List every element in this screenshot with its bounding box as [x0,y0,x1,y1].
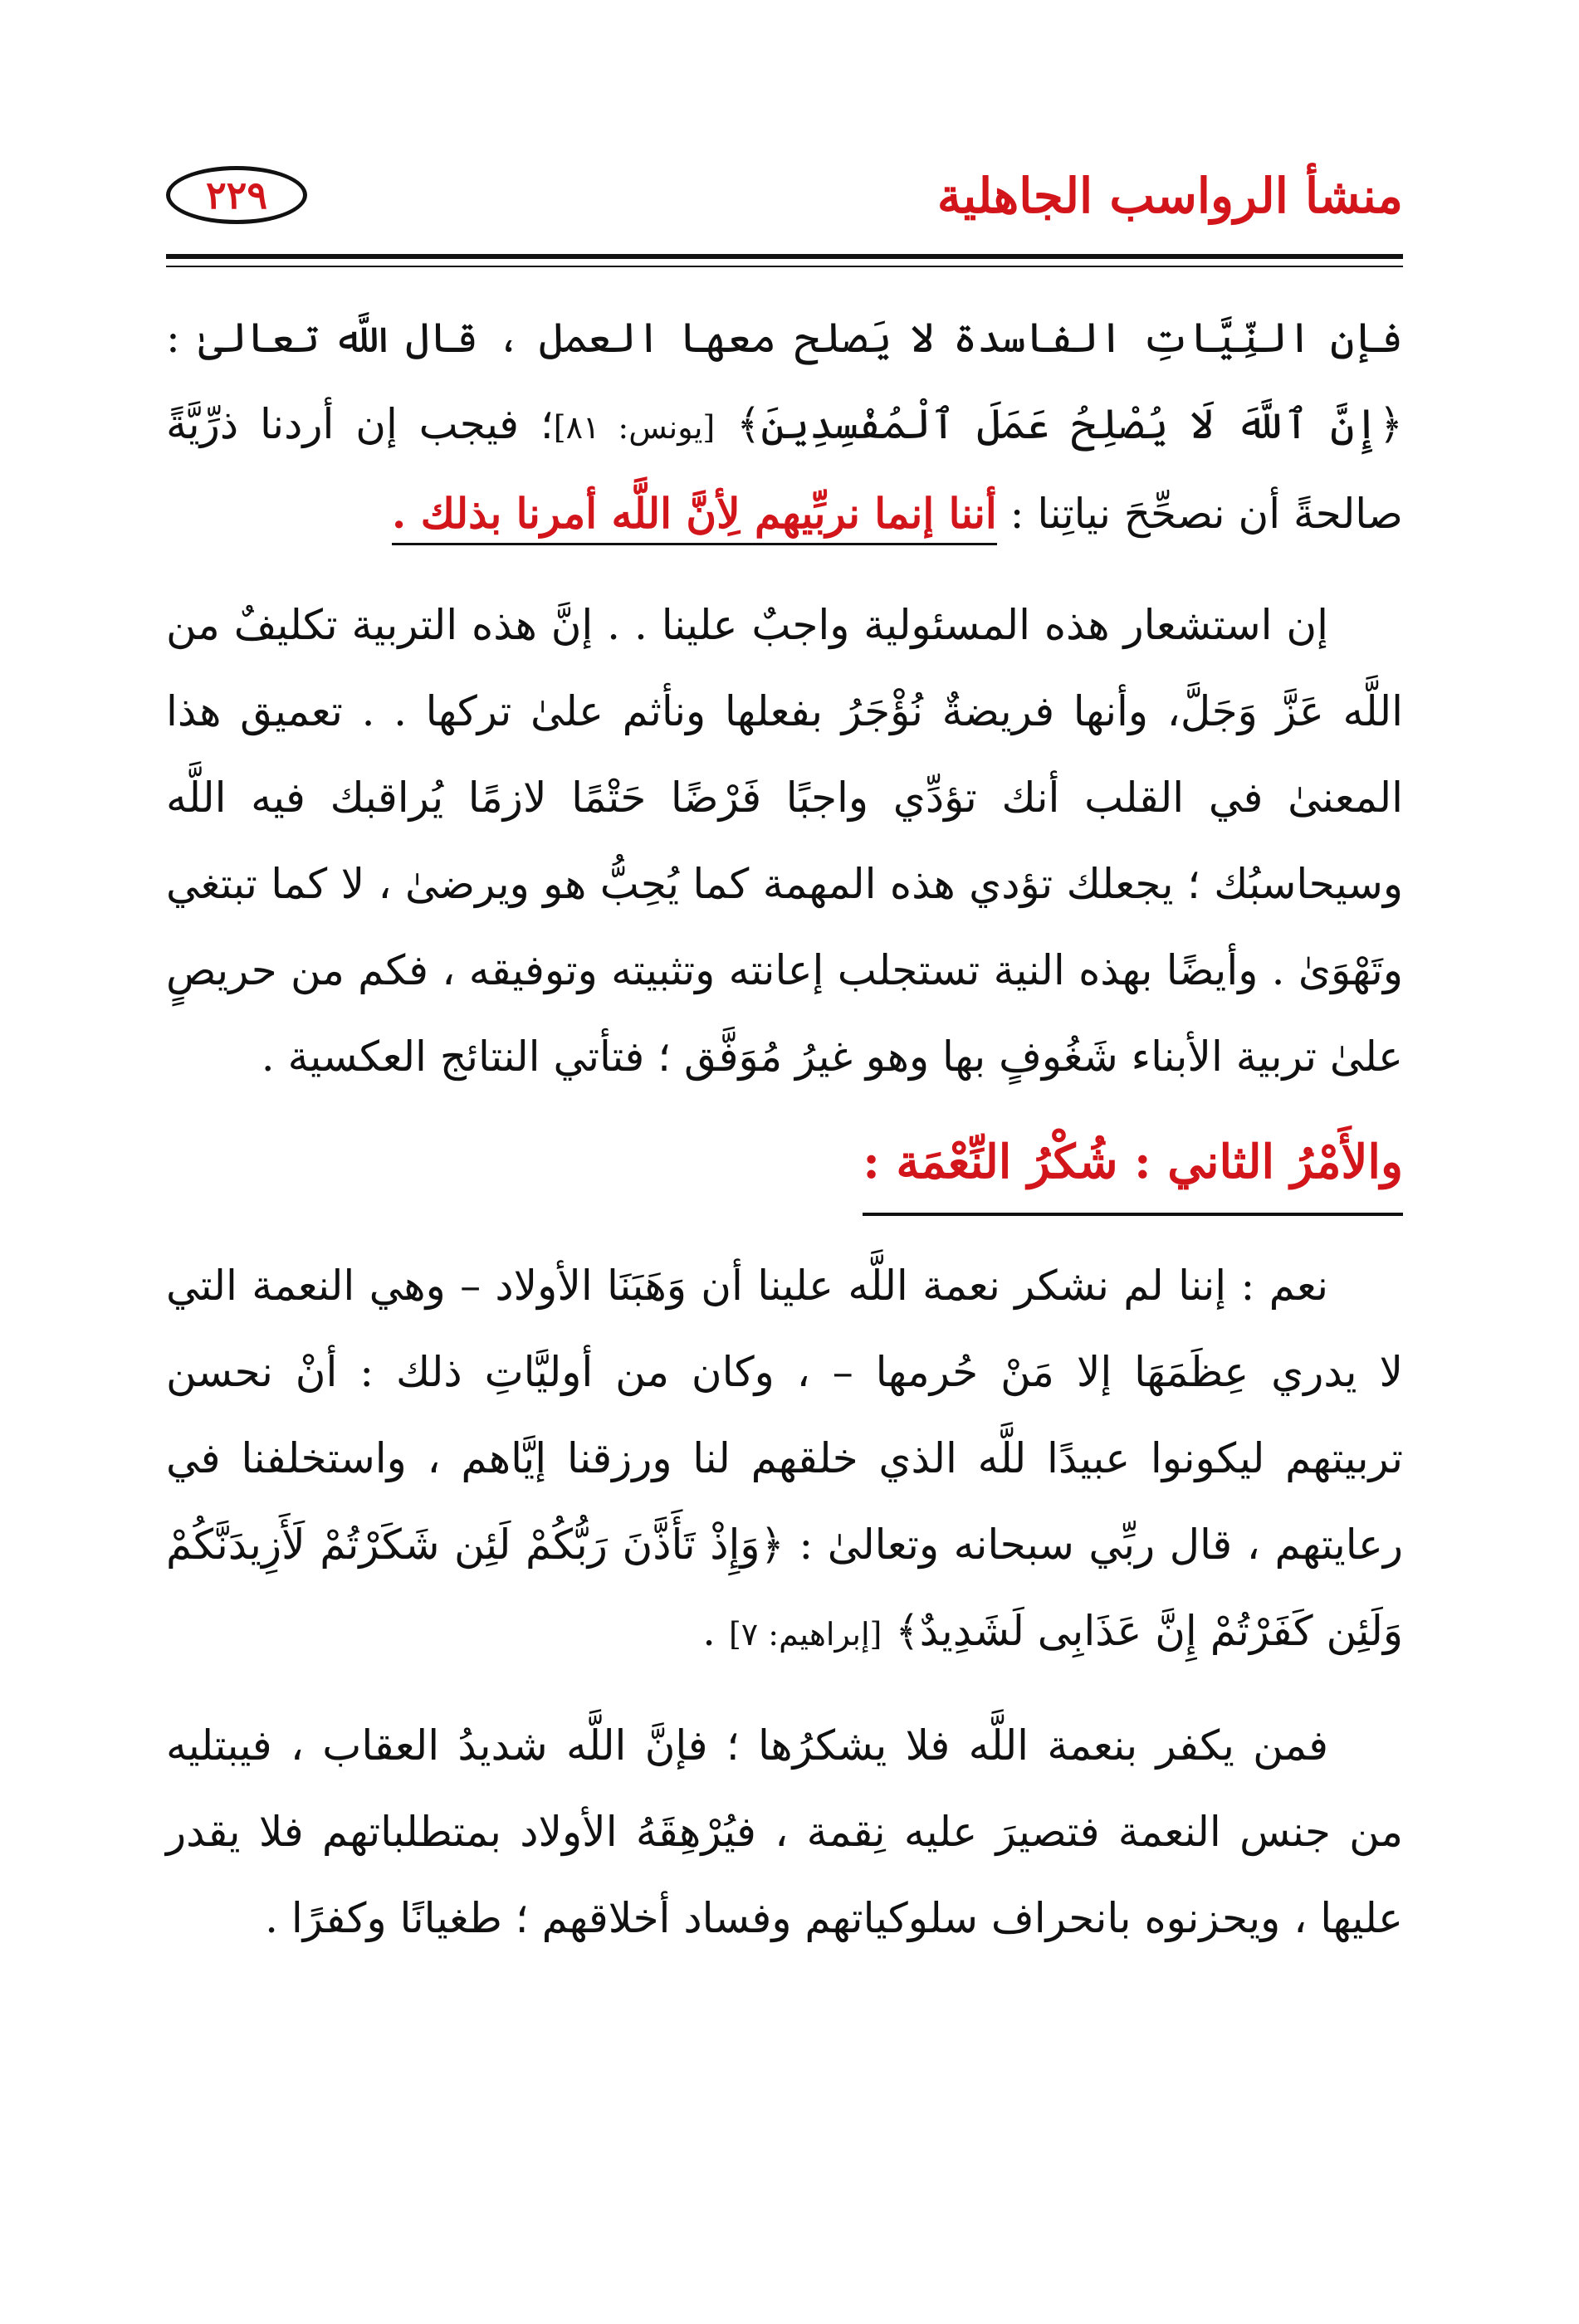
paragraph-text: ؛ فيجب إن أردنا ذرِّيَّةً صالحةً أن نصحِّحَ نياتِنا : [166,400,1403,538]
section-heading-container [166,1125,1403,1211]
paragraph-ingratitude: فمن يكفر بنعمة اللَّه فلا يشكرُها ؛ فإنَّ اللَّه شديدُ العقاب ، فيبتليه من جنس النعمة فتصيرَ عليه نِقمة ، فيُرْهِقَهُ الأولاد بمتطلباتهم فلا يقدر عليها ، ويحزنوه بانحراف سلوكياتهم وفساد أخلاقهم ؛ طغيانًا وكفرًا . [166,1721,1403,1942]
section-heading: والأَمْرُ الثاني : شُكْرُ النِّعْمَة : [863,1125,1403,1216]
header-rule-thick [166,254,1403,259]
paragraph-intentions [166,295,1403,557]
page-number-badge [166,166,307,224]
page-number: ٢٢٩ [205,173,268,217]
page-body [166,295,1403,1986]
header-rule-thin [166,266,1403,267]
quran-verse: ﴿إِنَّ ٱللَّهَ لَا يُصْلِحُ عَمَلَ ٱلْمُفْسِدِينَ﴾ [736,400,1404,448]
paragraph-text: نعم : إننا لم نشكر نعمة اللَّه علينا أن وَهَبَنَا الأولاد – وهي النعمة التي لا يدري عِظَمَهَا إلا مَنْ حُرمها – ، وكان من أوليَّاتِ ذلك : أنْ نحسن تربيتهم ليكونوا عبيدًا للَّه الذي خلقهم لنا ورزقنا إيَّاهم ، واستخلفنا في رعايتهم ، قال ربِّي سبحانه وتعالىٰ : [166,1262,1403,1569]
running-title: منشأ الرواسب الجاهلية [936,168,1403,224]
paragraph-responsibility: إن استشعار هذه المسئولية واجبٌ علينا . . إنَّ هذه التربية تكليفٌ من اللَّه عَزَّ وَجَلَّ، وأنها فريضةٌ نُؤْجَرُ بفعلها ونأثم علىٰ تركها . . تعميق هذا المعنىٰ في القلب أنك تؤدِّي واجبًا فَرْضًا حَتْمًا لازمًا يُراقبك فيه اللَّه وسيحاسبُك ؛ يجعلك تؤدي هذه المهمة كما يُحِبُّ هو ويرضىٰ ، لا كما تبتغي وتَهْوَىٰ . وأيضًا بهذه النية تستجلب إعانته وتثبيته وتوفيقه ، فكم من حريصٍ علىٰ تربية الأبناء شَغُوفٍ بها وهو غيرُ مُوَفَّق ؛ فتأتي النتائج العكسية . [166,601,1403,1081]
paragraph-gratitude [166,1243,1403,1677]
paragraph-text: . [702,1607,729,1655]
highlighted-statement: أننا إنما نربِّيهم لِأنَّ اللَّه أمرنا بذلك . [392,489,997,545]
paragraph-text: فإن النِّيَّاتِ الفاسدة لا يَصلح معها العمل ، قال اللَّه تعالىٰ : [166,314,1403,362]
verse-reference: [إبراهيم: ٧] [728,1616,882,1653]
verse-reference: [يونس: ٨١] [553,409,716,446]
quran-verse: ﴿وَإِذْ تَأَذَّنَ رَبُّكُمْ لَئِن شَكَرْتُمْ لَأَزِيدَنَّكُمْ وَلَئِن كَفَرْتُمْ إِنَّ عَذَابِى لَشَدِيدٌ﴾ [166,1521,1403,1655]
running-header [166,158,1403,249]
